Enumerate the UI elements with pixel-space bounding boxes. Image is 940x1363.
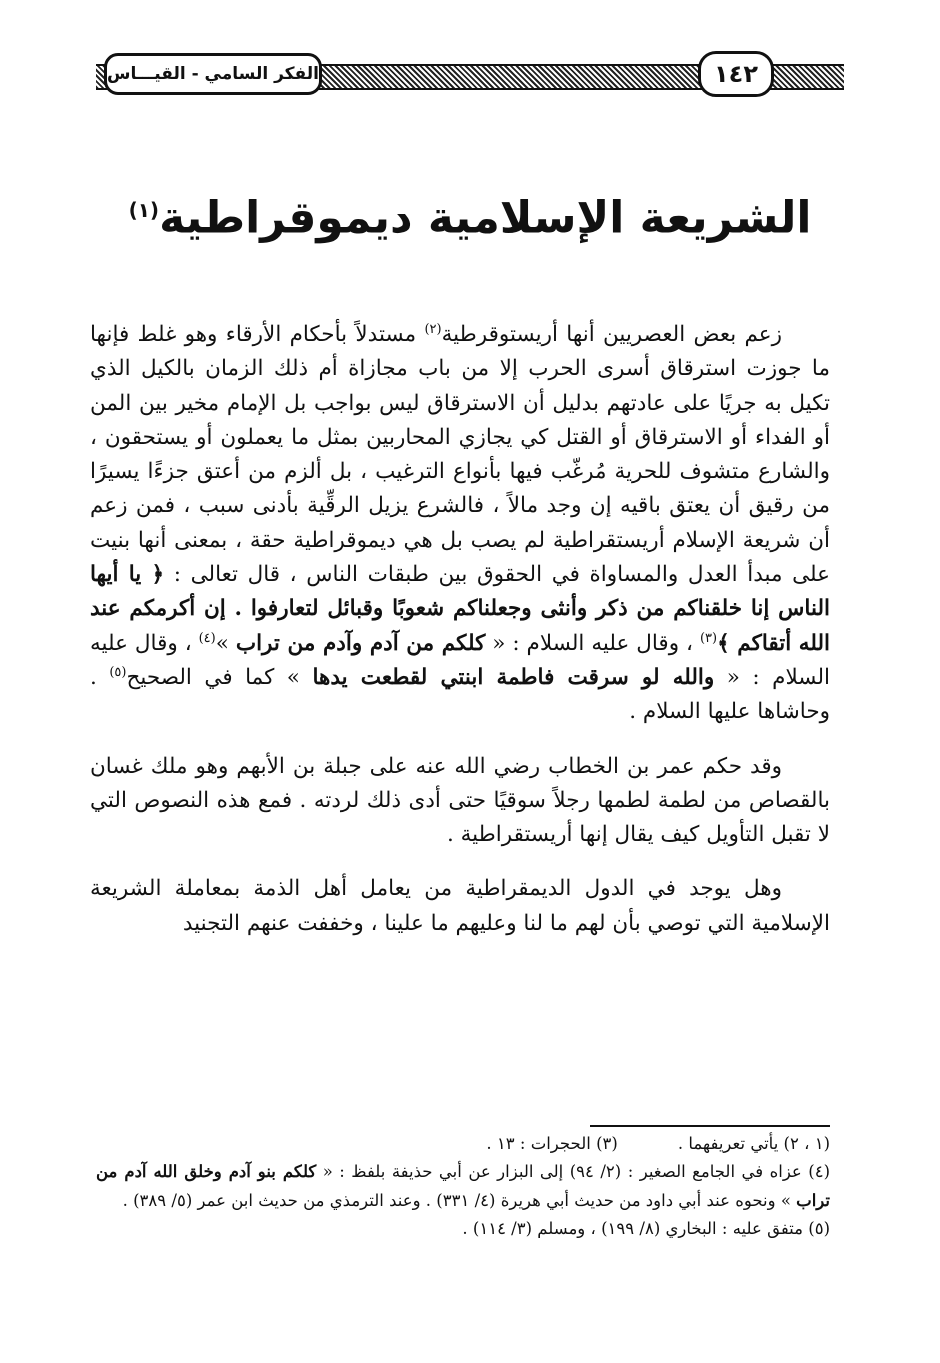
p1-text-7: . وحاشاها عليها السلام . — [90, 664, 830, 725]
footnote-1-2: (١ ، ٢) يأتي تعريفهما . — [677, 1134, 830, 1153]
p1-text-1: زعم بعض العصريين أنها أريستوقرطية — [441, 322, 782, 347]
footnote-4-quote: كلكم بنو آدم وخلق الله آدم من تراب — [96, 1162, 830, 1210]
running-header — [96, 48, 844, 106]
footnote-ref-2: (٢) — [424, 321, 442, 337]
footnote-4-text-2: » ونحوه عند أبي داود من حديث أبي هريرة (٤/ ٣٣١) . وعند الترمذي من حديث ابن عمر (٥/ ٣٨٩) . — [122, 1190, 797, 1210]
hadith-quote-1: كلكم من آدم وآدم من تراب — [235, 630, 486, 656]
running-title: الفكر السامي - القيـــاس — [104, 53, 322, 95]
quran-quote: ﴿ يا أيها الناس إنا خلقناكم من ذكر وأنثى وجعلناكم شعوبًا وقبائل لتعارفوا . إن أكرمكم عند الله أتقاكم ﴾ — [90, 562, 830, 656]
heading-footnote-ref: (١) — [128, 198, 160, 222]
chapter-heading-text: الشريعة الإسلامية ديموقراطية — [159, 192, 812, 244]
footnote-ref-4: (٤) — [198, 630, 216, 646]
footnote-row-1 — [96, 1130, 830, 1158]
footnote-5: (٥) متفق عليه : البخاري (٨/ ١٩٩) ، ومسلم (٣/ ١١٤) . — [462, 1219, 830, 1239]
footnote-separator — [590, 1125, 830, 1127]
hadith-quote-2: والله لو سرقت فاطمة ابنتي لقطعت يدها — [312, 664, 715, 690]
p1-text-2: مستدلاً بأحكام الأرقاء وهو غلط فإنها ما جوزت استرقاق أسرى الحرب إلا من باب مجازاة أم ذلك الزمان بالكيل الذي تكيل به جريًا على عادتهم بدليل أن الاسترقاق ليس بواجب بل الإمام مخير بين المن أو الفداء أو الاسترقاق أو القتل كي يجازي المحاربين بمثل ما يعملون أو يستحقون ، والشارع متشوف للحرية مُرغّب فيها بأنواع الترغيب ، بل ألزم من أعتق جزءًا يسيرًا من رقيق أن يعتق باقيه إن وجد مالاً ، فالشرع يزيل الرقِّية بأدنى سبب ، فمن زعم أن شريعة الإسلام أريستقراطية لم يصب بل هي ديموقراطية حقة ، بمعنى أنها بنيت على مبدأ العدل والمساواة في الحقوق بين طبقات الناس ، قال تعالى : — [90, 322, 830, 588]
p1-text-6: » كما في الصحيح — [126, 664, 313, 690]
p1-text-5: ، وقال عليه السلام : « — [90, 630, 830, 690]
footnote-4-text-1: (٤) عزاه في الجامع الصغير : (٢/ ٩٤) إلى البزار عن أبي حذيفة بلفظ : « — [316, 1162, 830, 1182]
footnotes — [96, 1130, 830, 1244]
p1-text-3: ، وقال عليه السلام : « — [485, 630, 700, 656]
paragraph-3: وهل يوجد في الدول الديمقراطية من يعامل أهل الذمة بمعاملة الشريعة الإسلامية التي توصي بأن لهم ما لنا وعليهم ما علينا ، وخففت عنهم التجنيد — [90, 876, 830, 936]
footnote-3: (٣) الحجرات : ١٣ . — [486, 1134, 618, 1153]
footnote-4 — [96, 1158, 830, 1215]
page-number: ١٤٢ — [698, 51, 774, 97]
paragraph-1 — [90, 318, 830, 730]
body-text — [90, 318, 830, 961]
footnote-ref-5: (٥) — [109, 664, 127, 680]
p1-text-4: » — [215, 630, 236, 656]
paragraph-2: وقد حكم عمر بن الخطاب رضي الله عنه على جبلة بن الأبهم وهو ملك غسان بالقصاص من لطمة لطمها رجلاً سوقيًا حتى أدى ذلك لردته . فمع هذه النصوص التي لا تقبل التأويل كيف يقال إنها أريستقراطية . — [90, 753, 830, 848]
footnote-ref-3: (٣) — [699, 630, 718, 646]
chapter-heading — [90, 178, 850, 251]
